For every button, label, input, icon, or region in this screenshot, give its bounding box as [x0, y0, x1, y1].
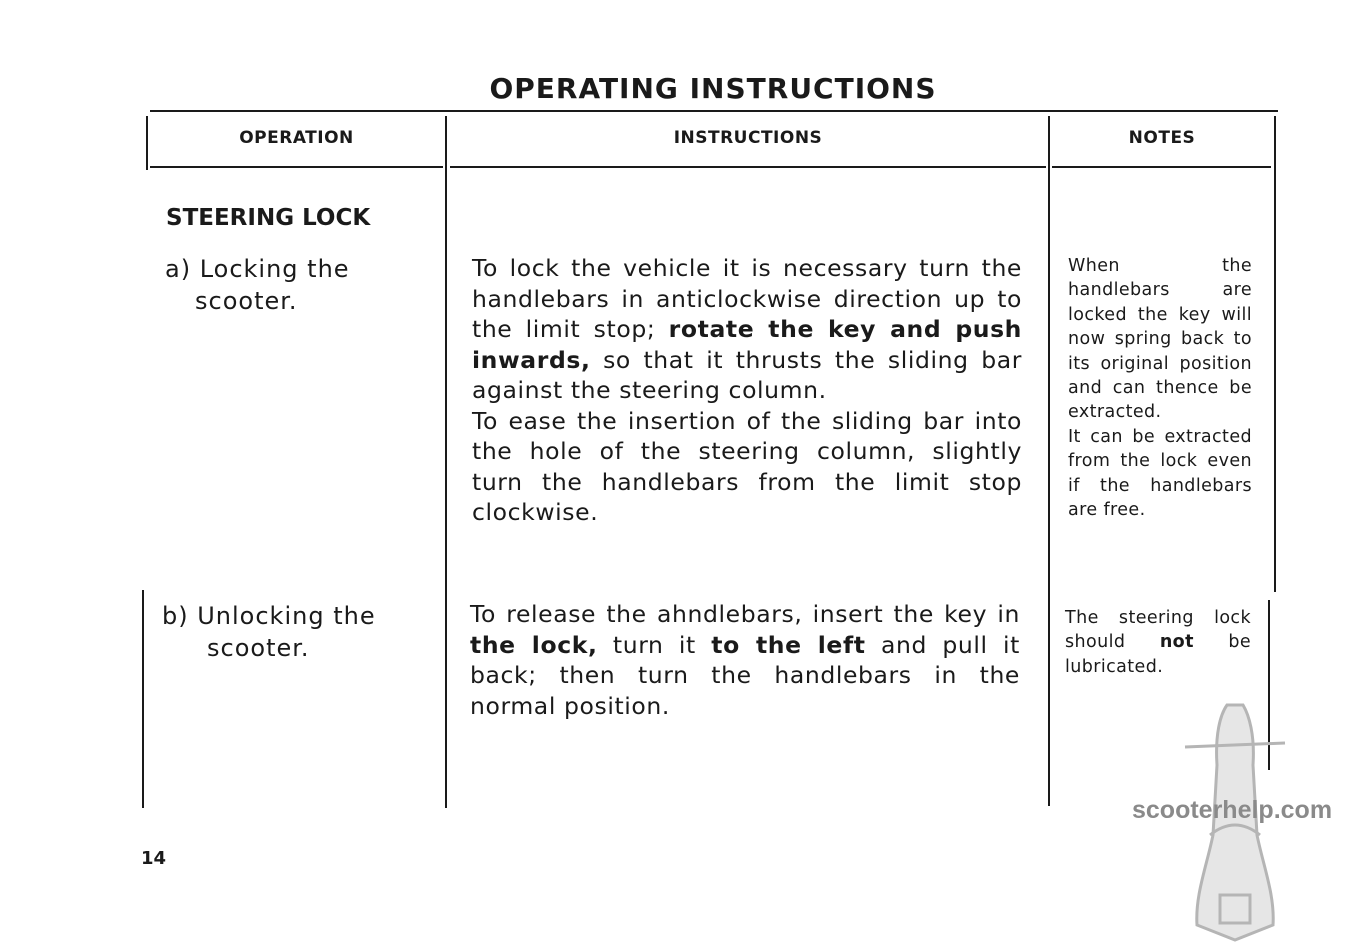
- emphasis-text: rotate the key and push inwards,: [472, 315, 1022, 374]
- body-text: To release the ahndlebars, insert the key in: [470, 600, 1020, 628]
- page-number: 14: [141, 848, 167, 869]
- header-rule-instructions: [450, 166, 1046, 168]
- section-title: STEERING LOCK: [166, 205, 371, 231]
- body-text: turn it: [597, 630, 712, 659]
- operation-locking-line2: scooter.: [195, 287, 298, 315]
- body-text: When the handlebars are locked the key will now spring back to its original position and can thence be extracted.: [1068, 256, 1252, 423]
- header-rule-notes: [1052, 166, 1271, 168]
- column-divider-op-instr: [445, 116, 447, 808]
- instructions-locking: [472, 253, 1022, 528]
- column-divider-instr-notes: [1048, 116, 1050, 806]
- operation-locking: [165, 253, 435, 317]
- operation-locking-line1: a) Locking the: [165, 255, 350, 283]
- notes-unlocking: [1065, 606, 1251, 679]
- emphasis-text: not: [1159, 632, 1194, 653]
- column-divider-left: [146, 116, 148, 170]
- body-text: and pull it back; then turn the handlebars in the normal position.: [470, 630, 1021, 720]
- watermark: scooterhelp.com: [1132, 796, 1333, 824]
- header-notes: NOTES: [1128, 128, 1196, 148]
- column-divider-right: [1274, 116, 1276, 592]
- operation-unlocking: [162, 600, 432, 664]
- operation-unlocking-line2: scooter.: [207, 634, 310, 662]
- header-operation: OPERATION: [239, 128, 354, 148]
- emphasis-text: the lock,: [470, 630, 598, 659]
- operation-unlocking-line1: b) Unlocking the: [162, 602, 376, 630]
- body-text: It can be extracted from the lock even if the handlebars are free.: [1068, 426, 1252, 521]
- body-text: so that it thrusts the sliding bar against the steering column.: [472, 345, 1022, 404]
- body-text: The steering lock should: [1065, 608, 1251, 653]
- page-title: OPERATING INSTRUCTIONS: [489, 72, 937, 105]
- body-text: To lock the vehicle it is necessary turn the handlebars in anticlockwise direction up to the limit stop;: [472, 254, 1022, 343]
- notes-locking: [1068, 254, 1252, 522]
- body-text: To ease the insertion of the sliding bar into the hole of the steering column, slightly turn the handlebars from the limit stop clockwise.: [472, 406, 1022, 526]
- body-text: be lubricated.: [1065, 632, 1251, 677]
- instructions-unlocking: [470, 599, 1020, 721]
- emphasis-text: to the left: [711, 630, 866, 659]
- title-rule: [150, 110, 1278, 112]
- header-rule-operation: [150, 166, 443, 168]
- header-instructions: INSTRUCTIONS: [673, 128, 823, 148]
- column-divider-left-lower: [142, 590, 144, 808]
